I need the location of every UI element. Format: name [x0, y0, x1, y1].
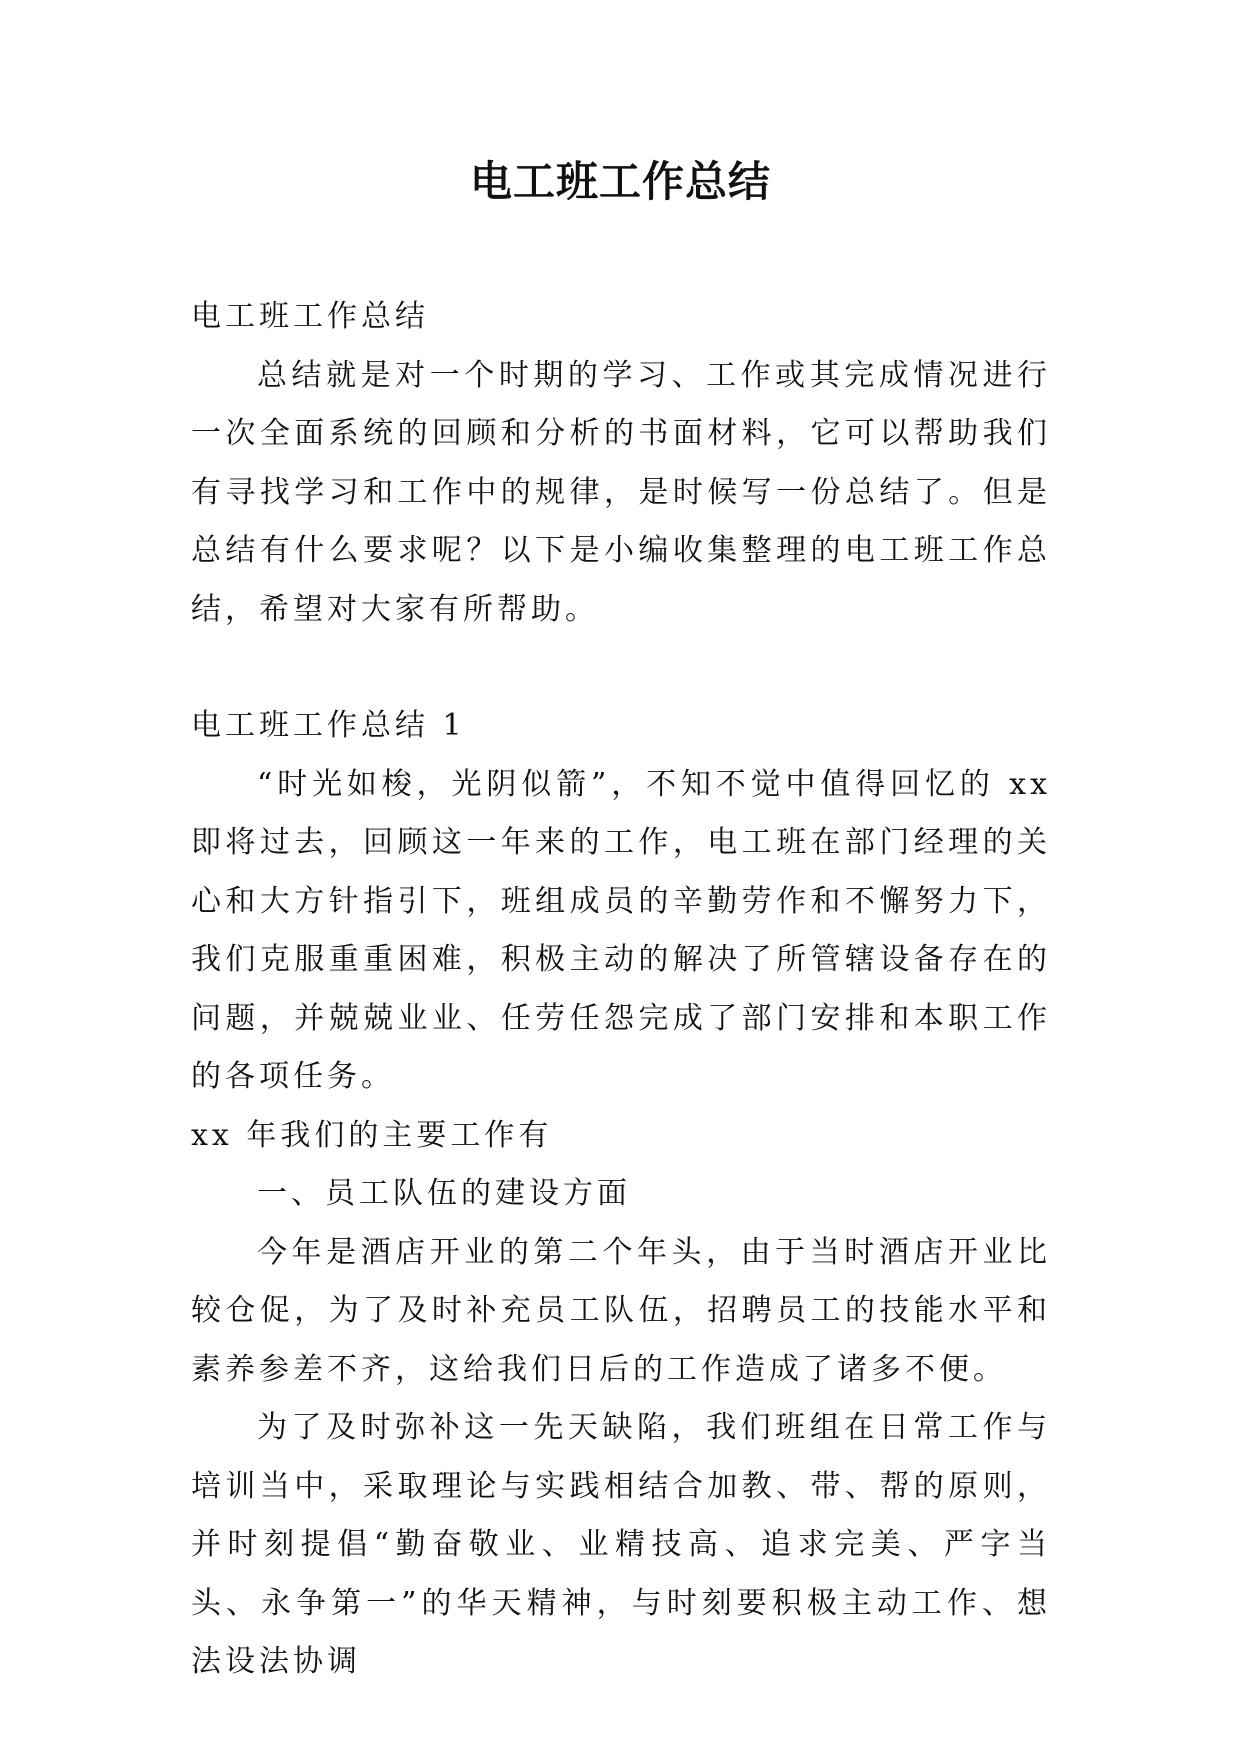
document-body	[191, 288, 1051, 1692]
subheading-staff-building: 一、员工队伍的建设方面	[257, 1176, 631, 1211]
section-paragraph-2: xx 年我们的主要工作有	[191, 1117, 553, 1153]
document-subtitle: 电工班工作总结	[191, 299, 429, 334]
document-title: 电工班工作总结	[469, 157, 771, 206]
paragraph-3: 今年是酒店开业的第二个年头，由于当时酒店开业比较仓促，为了及时补充员工队伍，招聘员工的技能水平和素养参差不齐，这给我们日后的工作造成了诸多不便。	[191, 1234, 1051, 1387]
section-title: 电工班工作总结 1	[191, 708, 466, 743]
intro-paragraph: 总结就是对一个时期的学习、工作或其完成情况进行一次全面系统的回顾和分析的书面材料，它可以帮助我们有寻找学习和工作中的规律，是时候写一份总结了。但是总结有什么要求呢？以下是小编收集整理的电工班工作总结，希望对大家有所帮助。	[191, 357, 1051, 627]
section-paragraph-1: “时光如梭，光阴似箭”，不知不觉中值得回忆的 xx 即将过去，回顾这一年来的工作，电工班在部门经理的关心和大方针指引下，班组成员的辛勤劳作和不懈努力下，我们克服重重困难，积极主动的解决了所管辖设备存在的问题，并兢兢业业、任劳任怨完成了部门安排和本职工作的各项任务。	[191, 766, 1051, 1094]
paragraph-4: 为了及时弥补这一先天缺陷，我们班组在日常工作与培训当中，采取理论与实践相结合加教、带、帮的原则，并时刻提倡“勤奋敬业、业精技高、追求完美、严字当头、永争第一”的华天精神，与时刻要积极主动工作、想法设法协调	[191, 1410, 1051, 1679]
